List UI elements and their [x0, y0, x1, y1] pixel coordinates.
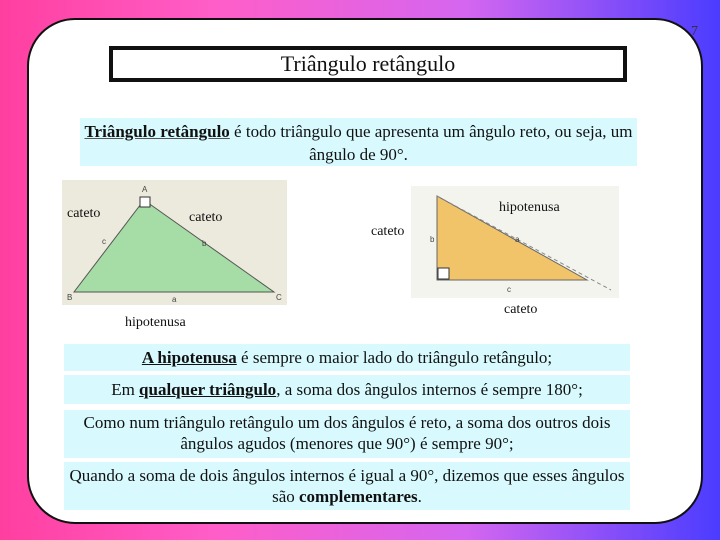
fact-hipotenusa: [64, 344, 630, 371]
definition-term: Triângulo retângulo: [84, 122, 230, 141]
right-cateto-label-1: cateto: [371, 224, 405, 239]
fact-1-text: é sempre o maior lado do triângulo retângulo;: [236, 348, 553, 367]
left-hipotenusa-label: hipotenusa: [125, 315, 186, 330]
right-angle-marker-left: [140, 197, 150, 207]
definition-box: [80, 118, 637, 166]
side-b-label: b: [202, 239, 207, 248]
fact-soma-90: [64, 410, 630, 458]
page-number: 7: [691, 24, 698, 39]
fact-4-pre: Quando a soma de dois ângulos internos é igual a 90°, dizemos que esses ângulos são: [69, 466, 625, 506]
fact-complementares: [64, 462, 630, 510]
definition-text: é todo triângulo que apresenta um ângulo reto, ou seja, um ângulo de 90°.: [229, 122, 633, 164]
fact-soma-180: [64, 375, 630, 404]
fact-3-text: Como num triângulo retângulo um dos ângulos é reto, a soma dos outros dois ângulos agudos (menores que 90°) é sempre 90°;: [83, 413, 611, 453]
left-triangle-figure: [62, 180, 287, 305]
right-angle-marker-right: [438, 268, 449, 279]
fact-2-text: , a soma dos ângulos internos é sempre 180°;: [276, 380, 583, 399]
right-side-c-label: c: [507, 285, 511, 294]
fact-1-bold: A hipotenusa: [141, 348, 237, 367]
fact-4-text: .: [417, 487, 422, 506]
vertex-a-label: A: [142, 185, 148, 194]
fact-2-bold: qualquer triângulo: [139, 380, 277, 399]
vertex-b-label: B: [67, 293, 73, 302]
vertex-c-label: C: [276, 293, 282, 302]
fact-4-bold: complementares: [299, 487, 418, 506]
right-side-a-label: a: [515, 235, 520, 244]
right-side-b-label: b: [430, 235, 435, 244]
side-c-label: c: [102, 237, 106, 246]
left-cateto-label-1: cateto: [67, 206, 101, 221]
page-title: Triângulo retângulo: [109, 46, 627, 82]
right-hipotenusa-label: hipotenusa: [499, 200, 560, 215]
fact-2-pre: Em: [111, 380, 140, 399]
right-cateto-label-2: cateto: [504, 302, 538, 317]
left-cateto-label-2: cateto: [189, 210, 223, 225]
side-a-label: a: [172, 295, 177, 304]
